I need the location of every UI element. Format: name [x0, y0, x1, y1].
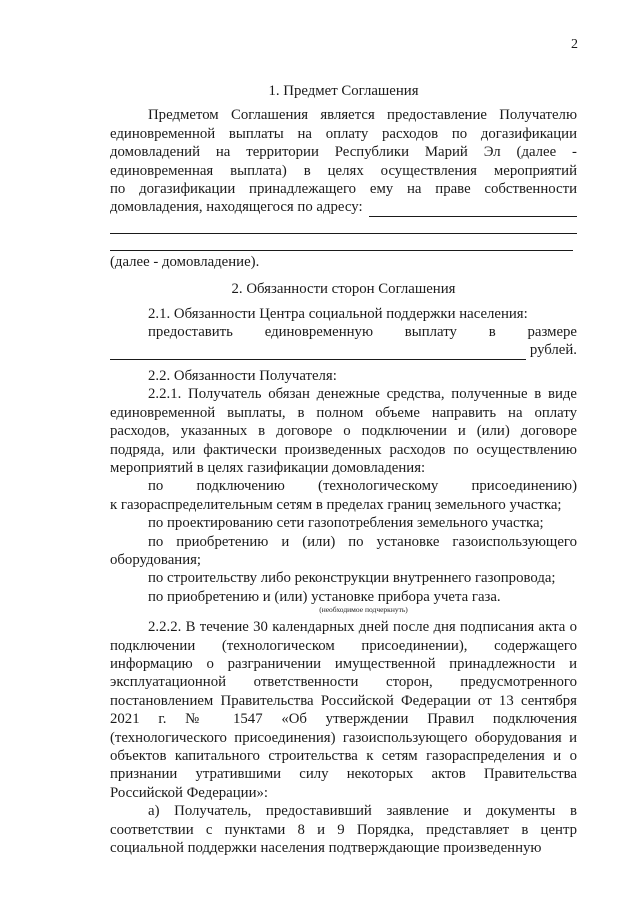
item-equipment: по приобретению и (или) по установке газоиспользующего оборудования; — [110, 533, 577, 568]
section-1-line-1: Предметом Соглашения является предоставление Получателю — [148, 107, 577, 124]
section-2-heading: 2. Обязанности сторон Соглашения — [231, 281, 456, 298]
section-1-heading: 1. Предмет Соглашения — [268, 83, 419, 99]
address-blank-line-3[interactable] — [110, 234, 573, 251]
item-connection-line-1: по подключению (технологическому присоединению) — [148, 478, 577, 495]
page-number: 2 — [571, 37, 578, 52]
amount-row — [110, 341, 577, 359]
section-1-line-4: единовременная выплата) в целях осуществления мероприятий — [110, 162, 577, 179]
address-blank-line-2[interactable] — [110, 217, 577, 234]
clause-2-2-2: 2.2.2. В течение 30 календарных дней после дня подписания акта о подключении (технологическом присоединении), содержащего информацию о разграничении имущественной принадлежности и эксплуатационной ответственности сторон, предусмотренного постановлением Правительства Российской Федерации от 13 сентября 2021 г. № 1547 «Об утверждении Правил подключения (технологического присоединения) газоиспользующего оборудования и объектов капитального строительства к сетям газораспределения и о признании утратившими силу некоторых актов Правительства Российской Федерации»: — [110, 619, 577, 801]
amount-blank[interactable] — [110, 346, 526, 360]
clause-2-2: 2.2. Обязанности Получателя: — [148, 367, 337, 384]
item-gas-meter: по приобретению и (или) установке прибора учета газа. — [148, 588, 501, 605]
address-label: домовладения, находящегося по адресу: — [110, 199, 363, 216]
clause-2-1-line: предоставить единовременную выплату в размере — [148, 324, 577, 341]
section-1-line-3: домовладений на территории Республики Марий Эл (далее - — [110, 144, 577, 161]
section-1-line-5: по догазификации принадлежащего ему на праве собственности — [110, 181, 577, 198]
item-design: по проектированию сети газопотребления земельного участка; — [148, 515, 544, 532]
clause-2-1: 2.1. Обязанности Центра социальной поддержки населения: — [148, 305, 528, 322]
item-connection-line-2: к газораспределительным сетям в пределах границ земельного участка; — [110, 496, 562, 513]
domovladenie-note: (далее - домовладение). — [110, 253, 260, 270]
clause-a: а) Получатель, предоставивший заявление и документы в соответствии с пунктами 8 и 9 Порядка, представляет в центр социальной поддержки населения подтверждающие произведенную — [110, 803, 577, 857]
document-body — [110, 82, 577, 857]
section-1-line-2: единовременной выплаты на оплату расходов по догазификации — [110, 125, 577, 142]
address-blank[interactable] — [369, 203, 577, 217]
underline-note: (необходимое подчеркнуть) — [319, 605, 408, 615]
clause-2-2-1: 2.2.1. Получатель обязан денежные средства, полученные в виде единовременной выплаты, в полном объеме направить на оплату расходов, указанных в договоре о подключении и (или) договоре подряда, или фактически произведенных расходов по осуществлению мероприятий в целях газификации домовладения: — [110, 386, 577, 476]
item-pipeline: по строительству либо реконструкции внутреннего газопровода; — [148, 570, 556, 587]
address-row — [110, 198, 577, 216]
currency-label: рублей. — [529, 342, 577, 359]
